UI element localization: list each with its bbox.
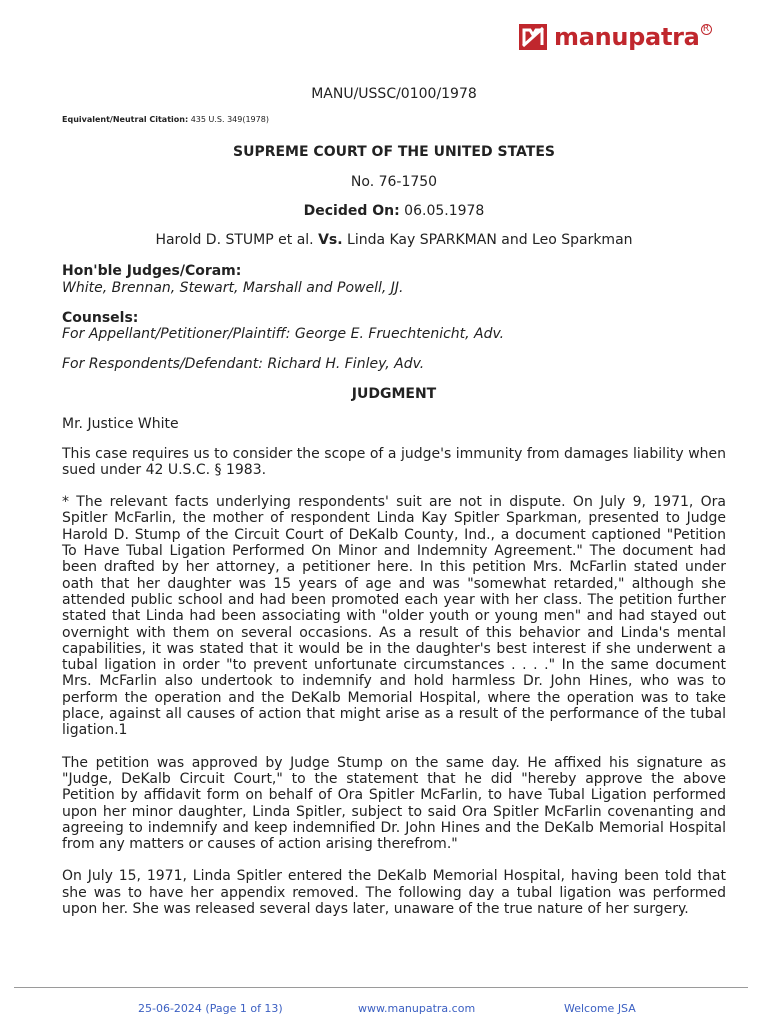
- footer-divider: [14, 987, 748, 988]
- versus-label: Vs.: [318, 232, 343, 249]
- manupatra-logo: [518, 22, 712, 52]
- judgment-paragraph: * The relevant facts underlying respondents' suit are not in dispute. On July 9, 1971, Ora Spitler McFarlin, the mother of respondent Linda Kay Spitler Sparkman, presented to Judge Harold D. Stump of the Circuit Court of DeKalb County, Ind., a document captioned "Petition To Have Tubal Ligation Performed On Minor and Indemnity Agreement." The document had been drafted by her attorney, a petitioner here. In this petition Mrs. McFarlin stated under oath that her daughter was 15 years of age and was "somewhat retarded," although she attended public school and had been promoted each year with her class. The petition further stated that Linda had been associating with "older youth or young men" and had stayed out overnight with them on several occasions. As a result of this behavior and Linda's mental capabilities, it was stated that it would be in the daughter's best interest if she underwent a tubal ligation in order "to prevent unfortunate circumstances . . . ." In the same document Mrs. McFarlin also undertook to indemnify and hold harmless Dr. John Hines, who was to perform the operation and the DeKalb Memorial Hospital, where the operation was to take place, against all causes of action that might arise as a result of the performance of the tubal ligation.1: [62, 494, 726, 739]
- judges-label: Hon'ble Judges/Coram:: [62, 263, 242, 280]
- judgment-paragraph: This case requires us to consider the scope of a judge's immunity from damages liability when sued under 42 U.S.C. § 1983.: [62, 445, 726, 478]
- logo-text: manupatra: [554, 23, 700, 51]
- judgment-heading: JUDGMENT: [351, 385, 437, 402]
- equivalent-citation-value: 435 U.S. 349(1978): [188, 115, 269, 125]
- judges-names: White, Brennan, Stewart, Marshall and Powell, JJ.: [62, 279, 404, 296]
- court-name: SUPREME COURT OF THE UNITED STATES: [233, 144, 555, 161]
- decided-on: [62, 203, 726, 219]
- case-number: No. 76-1750: [350, 173, 438, 190]
- petitioner-name: Harold D. STUMP et al.: [155, 232, 314, 249]
- judgment-paragraph: The petition was approved by Judge Stump on the same day. He affixed his signature as "Judge, DeKalb Circuit Court," to the statement that he did "hereby approve the above Petition by affidavit form on behalf of Ora Spitler McFarlin, to have Tubal Ligation performed upon her minor daughter, Linda Spitler, subject to said Ora Spitler McFarlin covenanting and agreeing to indemnify and keep indemnified Dr. John Hines and the DeKalb Memorial Hospital from any matters or causes of action arising therefrom.": [62, 754, 726, 853]
- manupatra-logo-icon: [518, 22, 548, 52]
- counsels-label: Counsels:: [62, 310, 139, 327]
- equivalent-citation-label: Equivalent/Neutral Citation:: [62, 115, 189, 125]
- document-body: [62, 86, 726, 917]
- case-parties: [62, 232, 726, 248]
- citation-number: MANU/USSC/0100/1978: [311, 86, 477, 102]
- registered-mark: R: [701, 24, 712, 35]
- judgment-author: Mr. Justice White: [62, 416, 179, 433]
- decided-on-label: Decided On:: [303, 202, 400, 219]
- judgment-paragraph: On July 15, 1971, Linda Spitler entered the DeKalb Memorial Hospital, having been told that she was to have her appendix removed. The following day a tubal ligation was performed upon her. She was released several days later, unaware of the true nature of her surgery.: [62, 868, 726, 917]
- counsel-respondent: For Respondents/Defendant: Richard H. Finley, Adv.: [62, 355, 425, 372]
- footer-welcome: Welcome JSA: [564, 1002, 636, 1015]
- decided-on-date: 06.05.1978: [399, 202, 485, 219]
- equivalent-citation: [62, 115, 726, 125]
- footer-site-link[interactable]: www.manupatra.com: [358, 1002, 476, 1015]
- footer-date-page: 25-06-2024 (Page 1 of 13): [138, 1002, 283, 1015]
- counsel-appellant: For Appellant/Petitioner/Plaintiff: George E. Fruechtenicht, Adv.: [62, 326, 505, 343]
- respondent-name: Linda Kay SPARKMAN and Leo Sparkman: [347, 232, 633, 249]
